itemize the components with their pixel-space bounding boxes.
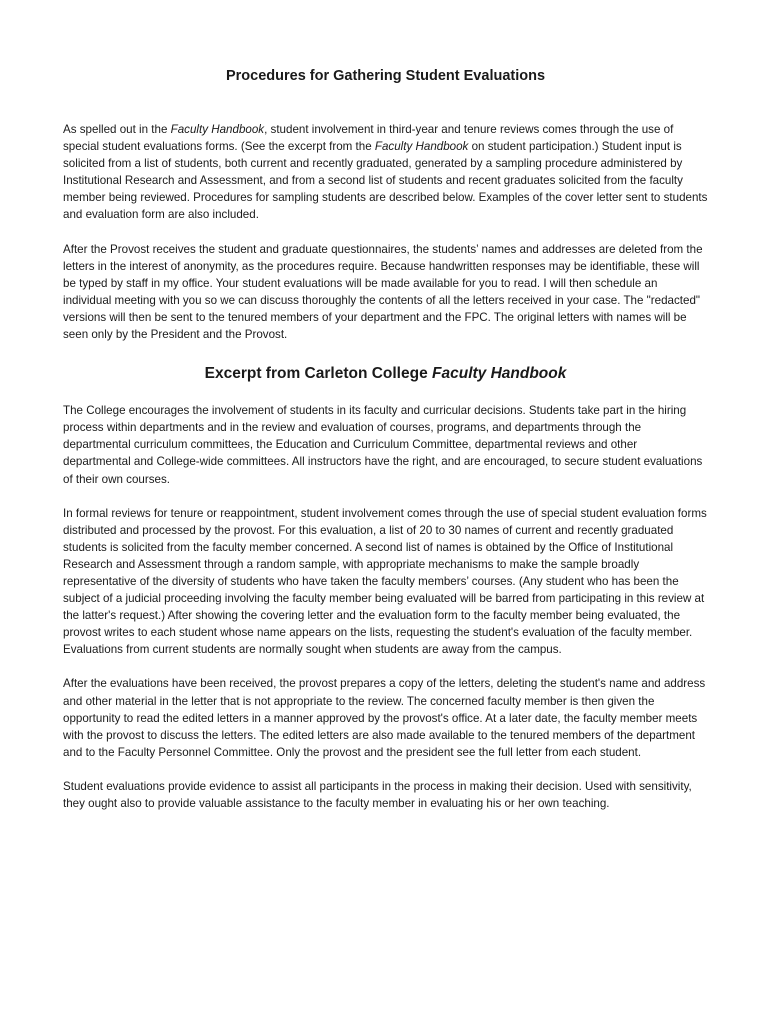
excerpt-paragraph-4: Student evaluations provide evidence to assist all participants in the process in making their decision. Used with sensitivity, they ought also to provide valuable assistance to the faculty member in evaluating his or her own teaching. — [63, 779, 692, 810]
excerpt-paragraph-1: The College encourages the involvement of students in its faculty and curricular decisions. Students take part in the hiring process within departments and in the review and evaluation of courses, programs, and departments through the departmental curriculum committees, the Education and Curriculum Committee, departmental reviews and other departmental and College-wide committees. All instructors have the right, and are encouraged, to secure student evaluations of their own courses. — [63, 404, 703, 486]
excerpt-paragraph-3: After the evaluations have been received, the provost prepares a copy of the letters, deleting the student's name and address and other material in the letter that is not appropriate to the review. The concerned faculty member is then given the opportunity to read the edited letters in a manner approved by the provost's office. At a later date, the faculty member meets with the provost to discuss the letters. The edited letters are also made available to the tenured members of the department and to the Faculty Personnel Committee. Only the provost and the president see the full letter from each student. — [63, 677, 706, 759]
excerpt-heading — [63, 364, 708, 384]
intro-paragraph-1 — [63, 121, 708, 224]
intro-p1-text-3: on student participation.) Student input is solicited from a list of students, both current and recently graduated, generated by a sampling procedure administered by Institutional Research and Assessment, and from a second list of students and recent graduates solicited from the faculty member being reviewed. Procedures for sampling students are described below. Examples of the cover letter sent to students and evaluation form are also included. — [63, 140, 708, 222]
intro-p1-text-2: , student involvement in third-year and tenure reviews comes through the use of special student evaluations forms. (See the excerpt from the — [63, 123, 674, 154]
intro-paragraph-2: After the Provost receives the student and graduate questionnaires, the students’ names and addresses are deleted from the letters in the interest of anonymity, as the procedures require. Because handwritten responses may be identifiable, these will be typed by staff in my office. Your student evaluations will be made available for you to read. I will then schedule an individual meeting with you so we can discuss thoroughly the contents of all the letters received in your case. The "redacted" versions will then be sent to the tenured members of your department and the FPC. The original letters with names will be seen only by the President and the Provost. — [63, 242, 703, 342]
excerpt-paragraph-2: In formal reviews for tenure or reappointment, student involvement comes through the use of special student evaluation forms distributed and processed by the provost. For this evaluation, a list of 20 to 30 names of current and recently graduated students is solicited from the faculty member concerned. A second list of names is obtained by the Office of Institutional Research and Assessment through a random sample, with appropriate mechanisms to make the sample broadly representative of the diversity of students who have taken the faculty members’ courses. (Any student who has been the subject of a judicial proceeding involving the faculty member being evaluated will be barred from participating in this review at the latter's request.) After showing the covering letter and the evaluation form to the faculty member being evaluated, the provost writes to each student whose name appears on the lists, requesting the student's evaluation of the faculty member. Evaluations from current students are normally sought when students are away from the campus. — [63, 506, 707, 657]
intro-p1-text-1: As spelled out in the — [63, 123, 171, 136]
page-title: Procedures for Gathering Student Evaluations — [225, 68, 546, 84]
intro-p1-handbook-ref-2: Faculty Handbook — [374, 140, 469, 154]
intro-p1-handbook-ref-1: Faculty Handbook — [170, 123, 265, 136]
document-page — [63, 66, 708, 829]
excerpt-heading-italic: Faculty Handbook — [432, 365, 567, 383]
excerpt-heading-plain: Excerpt from Carleton College — [204, 365, 433, 383]
